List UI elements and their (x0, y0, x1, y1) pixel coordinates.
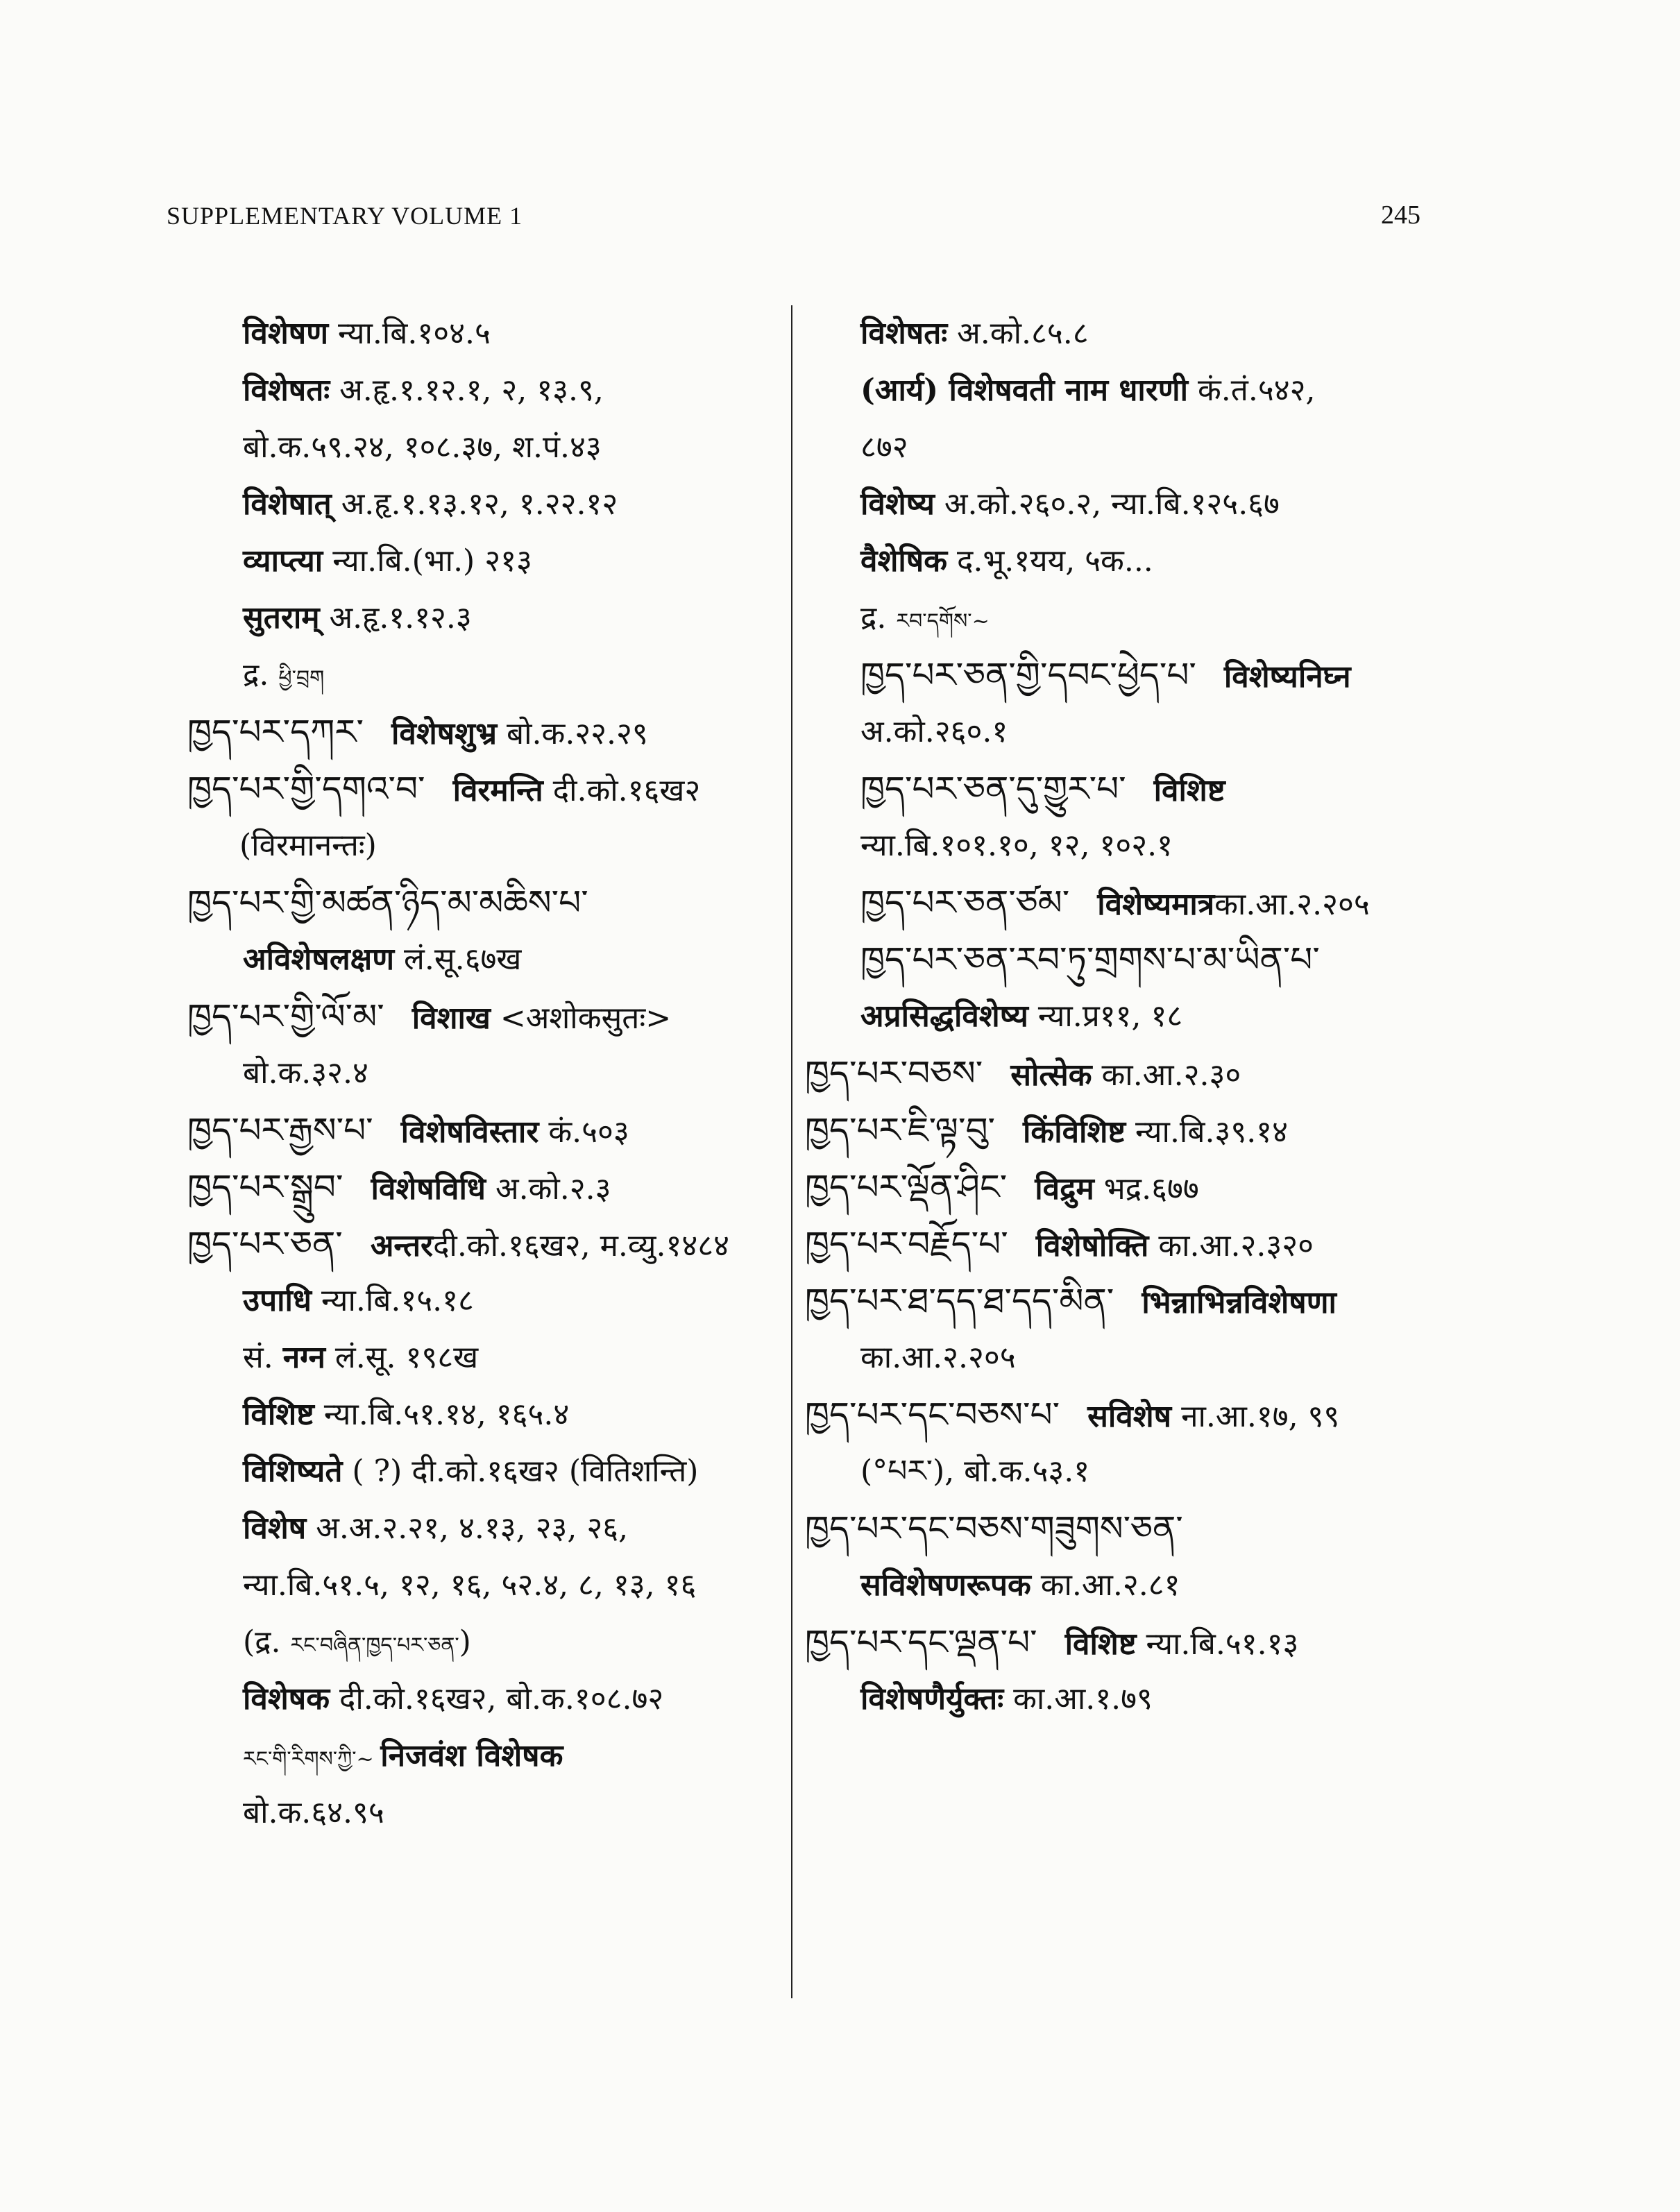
entry-line (187, 419, 784, 476)
sanskrit-term: उपाधि (243, 1283, 312, 1318)
entry-line (187, 931, 784, 988)
entry-line (805, 760, 1429, 817)
tibetan-term: ཁྱད་པར་གྱི་དགའ་བ་ (187, 769, 425, 809)
sanskrit-term: विशेषात् (243, 486, 332, 522)
entry-line (187, 1443, 784, 1500)
reference-text: का.आ.२.३२० (1148, 1228, 1314, 1264)
reference-text: बो.क.२२.२९ (497, 716, 648, 751)
reference-text: दी.को.१६ख२ (543, 773, 701, 808)
entry-line (805, 419, 1429, 476)
entry-line (805, 1557, 1429, 1614)
reference-text: ८७२ (860, 429, 908, 465)
tibetan-term: ཁྱད་པར་སྒྲུབ་ (187, 1167, 343, 1207)
reference-text: ( ?) दी.को.१६ख२ (वितिशन्ति) (342, 1454, 699, 1489)
sanskrit-term: विशिष्ट (243, 1397, 314, 1432)
entry-line (187, 1159, 784, 1216)
reference-text: अ.अ.२.२१, ४.१३, २३, २६, (306, 1511, 629, 1546)
entry-line (805, 931, 1429, 988)
tibetan-term: ཁྱད་པར་དང་ལྡན་པ་ (805, 1622, 1037, 1662)
sanskrit-term: विशेषशुभ्र (391, 716, 498, 751)
reference-text: (°པར་), बो.क.५३.१ (860, 1454, 1090, 1489)
sanskrit-term: विशेषोक्ति (1035, 1228, 1149, 1264)
entry-line (187, 305, 784, 362)
reference-text: न्या.बि.५१.१४, १६५.४ (314, 1397, 570, 1432)
entry-line (805, 704, 1429, 760)
sanskrit-term: सविशेषणरूपक (860, 1567, 1031, 1603)
entry-line (805, 533, 1429, 590)
reference-text: न्या.बि.३९.१४ (1126, 1114, 1288, 1150)
sanskrit-term: विरमन्ति (452, 773, 543, 808)
entry-line (805, 1671, 1429, 1728)
entry-line (805, 1443, 1429, 1500)
sanskrit-term: विद्रुम (1035, 1171, 1094, 1207)
entry-line (805, 988, 1429, 1045)
sanskrit-term: विशेषणैर्युक्तः (860, 1681, 1004, 1717)
reference-text: न्या.बि.(भा.) २१३ (323, 543, 532, 579)
column-divider (791, 305, 792, 1998)
entry-line (805, 476, 1429, 533)
reference-text: द.भू.१यय, ५क... (947, 543, 1153, 579)
entry-line (805, 1159, 1429, 1216)
sanskrit-term: नग्न (282, 1340, 325, 1375)
sanskrit-term: भिन्नाभिन्नविशेषणा (1142, 1285, 1337, 1320)
sanskrit-term: विशिष्ट (1153, 773, 1225, 808)
sanskrit-term: अविशेषलक्षण (243, 942, 395, 977)
entry-line (187, 1614, 784, 1671)
entry-line (805, 1329, 1429, 1386)
reference-text: भद्र.६७७ (1094, 1171, 1199, 1207)
sanskrit-term: विशेषविस्तार (400, 1114, 539, 1150)
reference-text: का.आ.२.८१ (1030, 1567, 1180, 1603)
reference-text: न्या.बि.१५.१८ (311, 1283, 474, 1318)
tibetan-term: ཁྱད་པར་རྒྱས་པ་ (187, 1110, 373, 1150)
left-column (187, 305, 784, 1841)
sanskrit-term: सुतराम् (243, 600, 320, 636)
reference-text: अ.को.२६०.१ (860, 714, 1008, 749)
tibetan-term: ཁྱད་པར་ཐ་དད་ཐ་དད་མིན་ (805, 1281, 1114, 1321)
sanskrit-term: विशेष्यमात्र (1097, 887, 1215, 922)
tibetan-term: ཁྱད་པར་ཅན་རབ་ཏུ་གྲགས་པ་མ་ཡིན་པ་ (860, 939, 1320, 980)
reference-text: दी.को.१६ख२, बो.क.१०८.७२ (330, 1681, 664, 1717)
sanskrit-term: निजवंश विशेषक (380, 1738, 563, 1773)
sanskrit-term: अन्तर (370, 1228, 434, 1264)
reference-text: सं. (243, 1340, 283, 1375)
entry-line (805, 817, 1429, 874)
entry-line (805, 362, 1429, 419)
reference-text: दी.को.१६ख२, म.व्यु.१४८४ (433, 1228, 729, 1264)
reference-text: लं.सू.६७ख (394, 942, 522, 977)
entry-line (187, 1329, 784, 1386)
tibetan-term: ཁྱད་པར་དང་བཅས་གཟུགས་ཅན་ (805, 1508, 1183, 1549)
entry-line (805, 1216, 1429, 1273)
sanskrit-term: विशेषतः (243, 373, 330, 408)
entry-line (187, 590, 784, 647)
sanskrit-term: सविशेष (1087, 1399, 1172, 1434)
entry-line (805, 305, 1429, 362)
reference-text: न्या.बि.५१.५, १२, १६, ५२.४, ८, १३, १६ (243, 1567, 697, 1603)
reference-text: अ.को.८५.८ (947, 316, 1089, 351)
reference-text: अ.हृ.१.१२.१, २, १३.९, (330, 373, 604, 408)
running-head: SUPPLEMENTARY VOLUME 1 (167, 202, 523, 230)
tibetan-term: ཁྱད་པར་ཅན་གྱི་དབང་ཕྱེད་པ་ (860, 655, 1196, 695)
entry-line (187, 1102, 784, 1159)
entry-line (805, 1386, 1429, 1443)
tibetan-term: རང་གི་རིགས་ཀྱི་~ (243, 1747, 381, 1771)
reference-text: का.आ.१.७९ (1003, 1681, 1153, 1717)
entry-line (805, 1614, 1429, 1671)
tibetan-term: ཁྱད་པར་གྱི་ལོ་མ་ (187, 996, 384, 1037)
entry-line (187, 647, 784, 704)
sanskrit-term: विशिष्यते (243, 1454, 343, 1489)
entry-line (187, 1557, 784, 1614)
entry-line (805, 647, 1429, 704)
reference-text: अ.हृ.१.१२.३ (319, 600, 472, 636)
reference-text: न्या.बि.१०४.५ (328, 316, 491, 351)
reference-text: <अशोकसुतः> (490, 1001, 672, 1036)
reference-text: द्र. (243, 657, 279, 692)
sanskrit-term: (आर्य) विशेषवती नाम धारणी (860, 373, 1189, 408)
entry-line (187, 362, 784, 419)
tibetan-term: ཁྱད་པར་དང་བཅས་པ་ (805, 1395, 1060, 1435)
reference-text: न्या.बि.१०१.१०, १२, १०२.१ (860, 828, 1173, 863)
reference-text: अ.को.२६०.२, न्या.बि.१२५.६७ (934, 486, 1280, 522)
reference-text: का.आ.२.२०५ (860, 1340, 1016, 1375)
reference-text: ना.आ.१७, ९९ (1171, 1399, 1340, 1434)
reference-text: (द्र. (243, 1624, 291, 1660)
entry-line (805, 590, 1429, 647)
tibetan-term: ཁྱད་པར་ཇི་ལྟ་བུ་ (805, 1110, 995, 1150)
tibetan-term: རབ་དགོས་~ (896, 609, 990, 633)
tibetan-term: ཁྱད་པར་ཅན་དུ་གྱུར་པ་ (860, 769, 1126, 809)
reference-text: न्या.प्र११, १८ (1028, 998, 1183, 1034)
entry-line (187, 988, 784, 1045)
entry-line (805, 1045, 1429, 1102)
tibetan-term: ཕྱི་བྲག (278, 666, 325, 690)
reference-text: द्र. (860, 600, 897, 636)
tibetan-term: ཁྱད་པར་བཅས་ (805, 1053, 983, 1094)
sanskrit-term: विशेषतः (860, 316, 948, 351)
entry-line (187, 476, 784, 533)
entry-line (187, 704, 784, 760)
entry-line (805, 1500, 1429, 1557)
sanskrit-term: विशेषविधि (371, 1171, 486, 1207)
entry-line (187, 1728, 784, 1785)
tibetan-term: རང་བཞིན་ཁྱད་པར་ཅན་ (290, 1633, 459, 1658)
sanskrit-term: विशिष्ट (1064, 1626, 1137, 1662)
sanskrit-term: विशाख (411, 1001, 491, 1036)
reference-text: अ.को.२.३ (485, 1171, 611, 1207)
entry-line (805, 874, 1429, 931)
entry-line (187, 1273, 784, 1329)
reference-text: बो.क.५९.२४, १०८.३७, श.पं.४३ (243, 429, 602, 465)
page-number: 245 (1381, 201, 1420, 230)
reference-text: अ.हृ.१.१३.१२, १.२२.१२ (331, 486, 618, 522)
entry-line (187, 533, 784, 590)
tibetan-term: ཁྱད་པར་ཅན་ (187, 1224, 343, 1264)
entry-line (187, 1500, 784, 1557)
reference-text: न्या.बि.५१.१३ (1136, 1626, 1299, 1662)
sanskrit-term: विशेषक (243, 1681, 330, 1717)
sanskrit-term: व्याप्त्या (243, 543, 323, 579)
tibetan-term: ཁྱད་པར་གྱི་མཚན་ཉིད་མ་མཆིས་པ་ (187, 883, 588, 923)
entry-line (805, 1273, 1429, 1329)
entry-line (187, 1386, 784, 1443)
entry-line (187, 760, 784, 817)
reference-text: कं.५०३ (538, 1114, 629, 1150)
tibetan-term: ཁྱད་པར་ལྡོན་ཤིང་ (805, 1167, 1008, 1207)
sanskrit-term: विशेष्य (860, 486, 935, 522)
sanskrit-term: अप्रसिद्धविशेष्य (860, 998, 1028, 1034)
sanskrit-term: विशेष (243, 1511, 307, 1546)
entry-line (187, 1785, 784, 1841)
sanskrit-term: विशेषण (243, 316, 329, 351)
reference-text: बो.क.३२.४ (243, 1055, 368, 1091)
reference-text: ) (459, 1624, 471, 1660)
entry-line (187, 1671, 784, 1728)
entry-line (187, 1045, 784, 1102)
sanskrit-term: विशेष्यनिघ्न (1223, 659, 1351, 695)
reference-text: का.आ.२.३० (1092, 1057, 1241, 1093)
sanskrit-term: किंविशिष्ट (1023, 1114, 1126, 1150)
reference-text: बो.क.६४.९५ (243, 1795, 384, 1830)
right-column (805, 305, 1429, 1728)
reference-text: (विरमानन्तः) (239, 828, 377, 863)
sanskrit-term: वैशेषिक (860, 543, 948, 579)
reference-text: कं.तं.५४२, (1188, 373, 1316, 408)
sanskrit-term: सोत्सेक (1010, 1057, 1092, 1093)
entry-line (187, 874, 784, 931)
entry-line (187, 817, 784, 874)
reference-text: का.आ.२.२०५ (1214, 887, 1370, 922)
reference-text: लं.सू. १९८ख (325, 1340, 479, 1375)
tibetan-term: ཁྱད་པར་བརྗོད་པ་ (805, 1224, 1008, 1264)
tibetan-term: ཁྱད་པར་ཅན་ཙམ་ (860, 883, 1070, 923)
entry-line (187, 1216, 784, 1273)
tibetan-term: ཁྱད་པར་དཀར་ (187, 712, 364, 752)
entry-line (805, 1102, 1429, 1159)
